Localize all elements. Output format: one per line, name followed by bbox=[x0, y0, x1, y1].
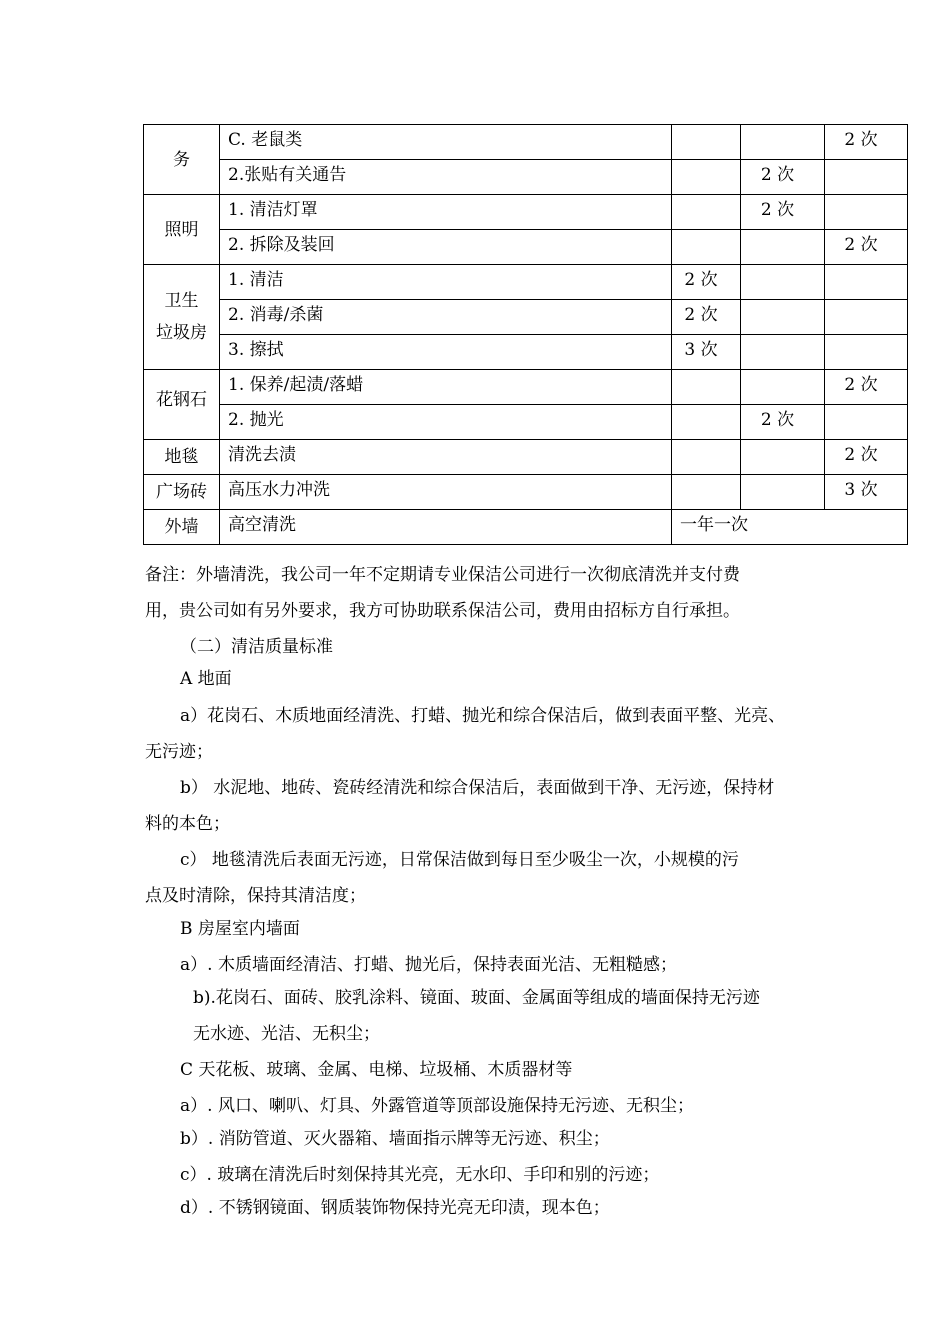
paragraph-line: b） 水泥地、地砖、瓷砖经清洗和综合保洁后，表面做到干净、无污迹，保持材 bbox=[180, 778, 775, 798]
section-title: （二）清洁质量标准 bbox=[180, 637, 333, 657]
weekly-cell bbox=[741, 370, 825, 405]
monthly-cell bbox=[825, 265, 908, 300]
category-cell: 照明 bbox=[144, 195, 220, 265]
daily-cell bbox=[672, 125, 741, 160]
task-cell: C. 老鼠类 bbox=[220, 125, 672, 160]
table-row bbox=[144, 510, 908, 545]
task-cell: 3. 擦拭 bbox=[220, 335, 672, 370]
category-cell: 务 bbox=[144, 125, 220, 195]
weekly-cell: 2 次 bbox=[741, 405, 825, 440]
category-cell: 广场砖 bbox=[144, 475, 220, 510]
daily-cell bbox=[672, 160, 741, 195]
daily-cell: 2 次 bbox=[672, 300, 741, 335]
paragraph-line: a）花岗石、木质地面经清洗、打蜡、抛光和综合保洁后，做到表面平整、光亮、 bbox=[180, 706, 786, 726]
subsection-heading: B 房屋室内墙面 bbox=[180, 919, 300, 939]
paragraph-line: 点及时清除，保持其清洁度； bbox=[145, 886, 366, 906]
weekly-cell: 2 次 bbox=[741, 195, 825, 230]
subsection-heading: A 地面 bbox=[180, 669, 232, 689]
daily-cell bbox=[672, 370, 741, 405]
category-line: 垃圾房 bbox=[156, 323, 207, 343]
task-cell: 清洗去渍 bbox=[220, 440, 672, 475]
monthly-cell bbox=[825, 405, 908, 440]
note-line: 备注：外墙清洗，我公司一年不定期请专业保洁公司进行一次彻底清洗并支付费 bbox=[145, 565, 740, 585]
task-cell: 2. 抛光 bbox=[220, 405, 672, 440]
table-row bbox=[144, 160, 908, 195]
daily-cell: 2 次 bbox=[672, 265, 741, 300]
paragraph-line: 无水迹、光洁、无积尘； bbox=[193, 1024, 380, 1044]
weekly-cell bbox=[741, 125, 825, 160]
task-cell: 高压水力冲洗 bbox=[220, 475, 672, 510]
note-line: 用，贵公司如有另外要求，我方可协助联系保洁公司，费用由招标方自行承担。 bbox=[145, 601, 740, 621]
task-cell: 1. 清洁灯罩 bbox=[220, 195, 672, 230]
daily-cell bbox=[672, 440, 741, 475]
daily-cell bbox=[672, 195, 741, 230]
paragraph-line: b）. 消防管道、灭火器箱、墙面指示牌等无污迹、积尘； bbox=[180, 1129, 610, 1149]
category-line: 卫生 bbox=[164, 291, 199, 311]
monthly-cell bbox=[825, 335, 908, 370]
table-row bbox=[144, 370, 908, 405]
weekly-cell bbox=[741, 230, 825, 265]
weekly-cell bbox=[741, 265, 825, 300]
category-cell bbox=[144, 265, 220, 370]
daily-cell bbox=[672, 230, 741, 265]
weekly-cell bbox=[741, 300, 825, 335]
monthly-cell bbox=[825, 195, 908, 230]
paragraph-line: a）. 风口、喇叭、灯具、外露管道等顶部设施保持无污迹、无积尘； bbox=[180, 1096, 694, 1116]
monthly-cell bbox=[825, 160, 908, 195]
task-cell: 1. 清洁 bbox=[220, 265, 672, 300]
paragraph-line: c） 地毯清洗后表面无污迹，日常保洁做到每日至少吸尘一次，小规模的污 bbox=[180, 850, 739, 870]
monthly-cell bbox=[825, 300, 908, 335]
table-row bbox=[144, 335, 908, 370]
weekly-cell bbox=[741, 440, 825, 475]
table-row bbox=[144, 475, 908, 510]
table-row bbox=[144, 405, 908, 440]
monthly-cell: 3 次 bbox=[825, 475, 908, 510]
table-row bbox=[144, 125, 908, 160]
paragraph-line: 料的本色； bbox=[145, 814, 230, 834]
subsection-heading: C 天花板、玻璃、金属、电梯、垃圾桶、木质器材等 bbox=[180, 1060, 573, 1080]
monthly-cell: 2 次 bbox=[825, 230, 908, 265]
task-cell: 高空清洗 bbox=[220, 510, 672, 545]
task-cell: 2. 拆除及装回 bbox=[220, 230, 672, 265]
paragraph-line: d）. 不锈钢镜面、钢质装饰物保持光亮无印渍，现本色； bbox=[180, 1198, 610, 1218]
category-cell: 外墙 bbox=[144, 510, 220, 545]
table-row bbox=[144, 440, 908, 475]
cleaning-schedule-table bbox=[143, 124, 908, 545]
category-cell: 花钢石 bbox=[144, 370, 220, 440]
daily-cell bbox=[672, 405, 741, 440]
monthly-cell: 2 次 bbox=[825, 125, 908, 160]
paragraph-line: b).花岗石、面砖、胶乳涂料、镜面、玻面、金属面等组成的墙面保持无污迹 bbox=[193, 988, 760, 1008]
weekly-cell bbox=[741, 475, 825, 510]
monthly-cell: 2 次 bbox=[825, 440, 908, 475]
paragraph-line: c）. 玻璃在清洗后时刻保持其光亮，无水印、手印和别的污迹； bbox=[180, 1165, 660, 1185]
paragraph-line: a）. 木质墙面经清洁、打蜡、抛光后，保持表面光洁、无粗糙感； bbox=[180, 955, 677, 975]
weekly-cell bbox=[741, 335, 825, 370]
task-cell: 1. 保养/起渍/落蜡 bbox=[220, 370, 672, 405]
weekly-cell: 2 次 bbox=[741, 160, 825, 195]
table-row bbox=[144, 195, 908, 230]
category-cell: 地毯 bbox=[144, 440, 220, 475]
table-row bbox=[144, 230, 908, 265]
task-cell: 2. 消毒/杀菌 bbox=[220, 300, 672, 335]
frequency-cell: 一年一次 bbox=[672, 510, 908, 545]
daily-cell: 3 次 bbox=[672, 335, 741, 370]
daily-cell bbox=[672, 475, 741, 510]
table-row bbox=[144, 265, 908, 300]
monthly-cell: 2 次 bbox=[825, 370, 908, 405]
task-cell: 2.张贴有关通告 bbox=[220, 160, 672, 195]
table-row bbox=[144, 300, 908, 335]
paragraph-line: 无污迹； bbox=[145, 742, 213, 762]
